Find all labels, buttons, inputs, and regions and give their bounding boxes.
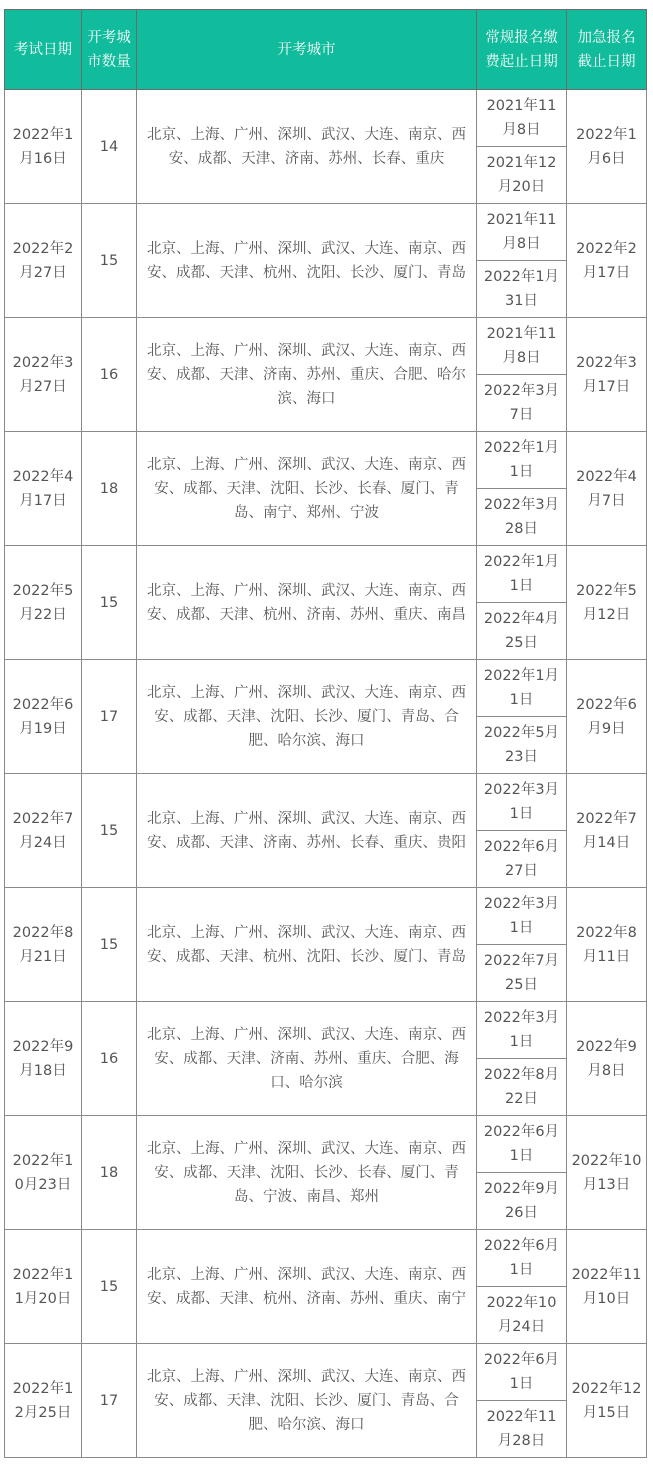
table-row — [5, 546, 647, 603]
registration-start-cell: 2022年3月1日 — [477, 774, 567, 831]
cities-cell: 北京、上海、广州、深圳、武汉、大连、南京、西安、成都、天津、杭州、沈阳、长沙、厦门、青岛 — [137, 888, 477, 1002]
cities-cell: 北京、上海、广州、深圳、武汉、大连、南京、西安、成都、天津、济南、苏州、重庆、合肥、哈尔滨、海口 — [137, 318, 477, 432]
registration-end-cell: 2022年1月31日 — [477, 261, 567, 318]
city-count-cell: 15 — [82, 204, 137, 318]
registration-start-cell: 2022年1月1日 — [477, 546, 567, 603]
table-body — [5, 90, 647, 1458]
registration-start-cell: 2022年3月1日 — [477, 1002, 567, 1059]
registration-end-cell: 2022年5月23日 — [477, 717, 567, 774]
urgent-deadline-cell: 2022年10月13日 — [567, 1116, 647, 1230]
urgent-deadline-cell: 2022年4月7日 — [567, 432, 647, 546]
header-cities: 开考城市 — [137, 10, 477, 90]
cities-cell: 北京、上海、广州、深圳、武汉、大连、南京、西安、成都、天津、沈阳、长沙、长春、厦门、青岛、南宁、郑州、宁波 — [137, 432, 477, 546]
registration-start-cell: 2022年3月1日 — [477, 888, 567, 945]
registration-start-cell: 2021年11月8日 — [477, 204, 567, 261]
urgent-deadline-cell: 2022年5月12日 — [567, 546, 647, 660]
registration-start-cell: 2022年6月1日 — [477, 1230, 567, 1287]
exam-schedule-table — [4, 9, 647, 1458]
registration-start-cell: 2022年1月1日 — [477, 432, 567, 489]
city-count-cell: 18 — [82, 1116, 137, 1230]
exam-date-cell: 2022年3月27日 — [5, 318, 82, 432]
city-count-cell: 15 — [82, 546, 137, 660]
registration-end-cell: 2022年10月24日 — [477, 1287, 567, 1344]
registration-end-cell: 2022年9月26日 — [477, 1173, 567, 1230]
header-row — [5, 10, 647, 90]
registration-start-cell: 2021年11月8日 — [477, 318, 567, 375]
city-count-cell: 15 — [82, 888, 137, 1002]
table-row — [5, 1344, 647, 1401]
table-row — [5, 888, 647, 945]
registration-start-cell: 2022年6月1日 — [477, 1116, 567, 1173]
city-count-cell: 16 — [82, 1002, 137, 1116]
cities-cell: 北京、上海、广州、深圳、武汉、大连、南京、西安、成都、天津、济南、苏州、长春、重庆、贵阳 — [137, 774, 477, 888]
cities-cell: 北京、上海、广州、深圳、武汉、大连、南京、西安、成都、天津、杭州、济南、苏州、重庆、南宁 — [137, 1230, 477, 1344]
table-row — [5, 1230, 647, 1287]
urgent-deadline-cell: 2022年11月10日 — [567, 1230, 647, 1344]
table-row — [5, 90, 647, 147]
header-regular-registration: 常规报名缴费起止日期 — [477, 10, 567, 90]
city-count-cell: 17 — [82, 1344, 137, 1458]
exam-date-cell: 2022年10月23日 — [5, 1116, 82, 1230]
registration-end-cell: 2021年12月20日 — [477, 147, 567, 204]
urgent-deadline-cell: 2022年8月11日 — [567, 888, 647, 1002]
registration-start-cell: 2021年11月8日 — [477, 90, 567, 147]
exam-date-cell: 2022年4月17日 — [5, 432, 82, 546]
city-count-cell: 16 — [82, 318, 137, 432]
exam-date-cell: 2022年6月19日 — [5, 660, 82, 774]
urgent-deadline-cell: 2022年12月15日 — [567, 1344, 647, 1458]
exam-date-cell: 2022年9月18日 — [5, 1002, 82, 1116]
header-exam-date: 考试日期 — [5, 10, 82, 90]
registration-end-cell: 2022年6月27日 — [477, 831, 567, 888]
table-row — [5, 1116, 647, 1173]
table-row — [5, 318, 647, 375]
header-city-count: 开考城市数量 — [82, 10, 137, 90]
city-count-cell: 17 — [82, 660, 137, 774]
cities-cell: 北京、上海、广州、深圳、武汉、大连、南京、西安、成都、天津、沈阳、长沙、厦门、青岛、合肥、哈尔滨、海口 — [137, 1344, 477, 1458]
cities-cell: 北京、上海、广州、深圳、武汉、大连、南京、西安、成都、天津、杭州、沈阳、长沙、厦门、青岛 — [137, 204, 477, 318]
registration-end-cell: 2022年8月22日 — [477, 1059, 567, 1116]
exam-date-cell: 2022年12月25日 — [5, 1344, 82, 1458]
registration-end-cell: 2022年11月28日 — [477, 1401, 567, 1458]
registration-end-cell: 2022年3月7日 — [477, 375, 567, 432]
cities-cell: 北京、上海、广州、深圳、武汉、大连、南京、西安、成都、天津、沈阳、长沙、厦门、青岛、合肥、哈尔滨、海口 — [137, 660, 477, 774]
table-row — [5, 1002, 647, 1059]
exam-date-cell: 2022年1月16日 — [5, 90, 82, 204]
exam-date-cell: 2022年11月20日 — [5, 1230, 82, 1344]
table-row — [5, 432, 647, 489]
cities-cell: 北京、上海、广州、深圳、武汉、大连、南京、西安、成都、天津、济南、苏州、长春、重庆 — [137, 90, 477, 204]
urgent-deadline-cell: 2022年1月6日 — [567, 90, 647, 204]
header-urgent-deadline: 加急报名截止日期 — [567, 10, 647, 90]
city-count-cell: 18 — [82, 432, 137, 546]
exam-date-cell: 2022年5月22日 — [5, 546, 82, 660]
table-row — [5, 660, 647, 717]
cities-cell: 北京、上海、广州、深圳、武汉、大连、南京、西安、成都、天津、杭州、济南、苏州、重庆、南昌 — [137, 546, 477, 660]
registration-start-cell: 2022年6月1日 — [477, 1344, 567, 1401]
urgent-deadline-cell: 2022年7月14日 — [567, 774, 647, 888]
table-row — [5, 204, 647, 261]
registration-start-cell: 2022年1月1日 — [477, 660, 567, 717]
exam-date-cell: 2022年8月21日 — [5, 888, 82, 1002]
city-count-cell: 15 — [82, 1230, 137, 1344]
cities-cell: 北京、上海、广州、深圳、武汉、大连、南京、西安、成都、天津、沈阳、长沙、长春、厦门、青岛、宁波、南昌、郑州 — [137, 1116, 477, 1230]
registration-end-cell: 2022年7月25日 — [477, 945, 567, 1002]
urgent-deadline-cell: 2022年9月8日 — [567, 1002, 647, 1116]
exam-date-cell: 2022年7月24日 — [5, 774, 82, 888]
registration-end-cell: 2022年3月28日 — [477, 489, 567, 546]
urgent-deadline-cell: 2022年2月17日 — [567, 204, 647, 318]
city-count-cell: 15 — [82, 774, 137, 888]
cities-cell: 北京、上海、广州、深圳、武汉、大连、南京、西安、成都、天津、济南、苏州、重庆、合肥、海口、哈尔滨 — [137, 1002, 477, 1116]
urgent-deadline-cell: 2022年6月9日 — [567, 660, 647, 774]
table-row — [5, 774, 647, 831]
city-count-cell: 14 — [82, 90, 137, 204]
exam-date-cell: 2022年2月27日 — [5, 204, 82, 318]
urgent-deadline-cell: 2022年3月17日 — [567, 318, 647, 432]
registration-end-cell: 2022年4月25日 — [477, 603, 567, 660]
